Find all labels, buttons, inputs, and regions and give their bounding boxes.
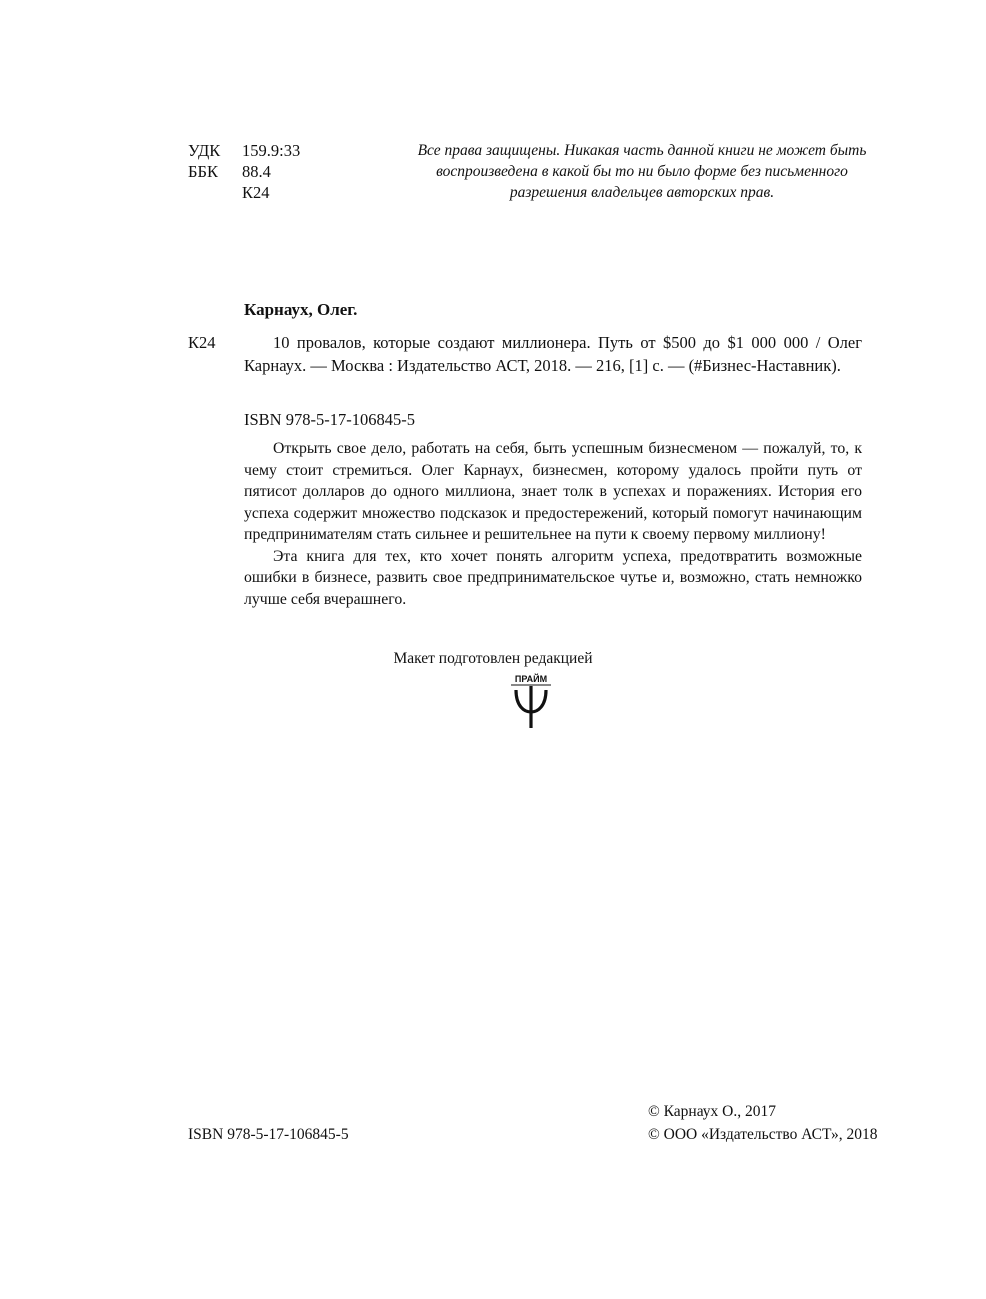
abstract-paragraph: Эта книга для тех, кто хочет понять алгоритм успеха, предотвратить возможные ошибки в бизнесе, развить свое предпринимательское чутье и, возможно, стать немножко лучше себя вчерашнего. [244,547,862,608]
bbk-row [188,161,271,182]
prime-trident-logo-icon [502,672,560,730]
bbk-value: 88.4 [242,162,271,181]
copyright-author: © Карнаух О., 2017 [648,1103,776,1120]
bibliographic-description: 10 провалов, которые создают миллионера. Путь от $500 до $1 000 000 / Олег Карнаух. — Москва : Издательство АСТ, 2018. — 216, [1] с. — (#Бизнес-Наставник). [244,333,862,375]
bbk-label: ББК [188,162,218,181]
udk-value: 159.9:33 [242,141,301,160]
author-sign-label [188,182,242,203]
copyright-publisher: © ООО «Издательство АСТ», 2018 [648,1126,878,1143]
author-heading: Карнаух, Олег. [244,300,358,319]
udk-row [188,140,300,161]
isbn-line: ISBN 978-5-17-106845-5 [244,410,415,429]
logo-text: ПРАЙМ [514,674,548,684]
author-mark: К24 [188,333,216,352]
abstract-paragraph: Открыть свое дело, работать на себя, быть успешным бизнесменом — пожалуй, то, к чему стоит стремиться. Олег Карнаух, бизнесмен, которому удалось пройти путь от пятисот долларов до одного миллиона, знает толк в успехах и поражениях. История его успеха содержит множество подсказок и предостережений, который помогут начинающим предпринимателям стать сильнее и решительнее на пути к своему первому миллиону! [244,440,862,543]
footer-isbn: ISBN 978-5-17-106845-5 [188,1126,349,1143]
rights-notice: Все права защищены. Никакая часть данной книги не может быть воспроизведена в какой бы то ни было форме без письменного разрешения владельцев авторских прав. [417,142,867,201]
abstract [244,438,862,610]
author-sign-row [188,182,270,203]
layout-note: Макет подготовлен редакцией [393,650,593,667]
author-sign-value: К24 [242,183,270,202]
udk-label: УДК [188,141,221,160]
